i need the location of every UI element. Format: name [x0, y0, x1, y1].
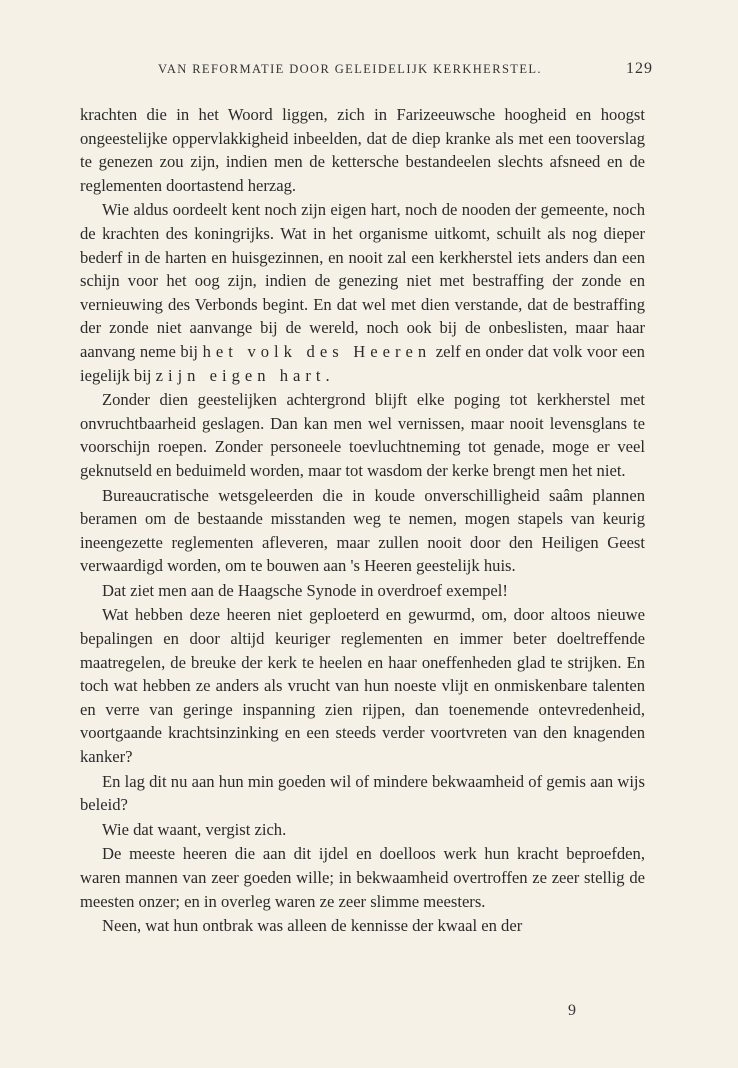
paragraph: De meeste heeren die aan dit ijdel en doelloos werk hun kracht beproefden, waren mannen van zeer goeden wille; in bekwaamheid overtroffen ze zeer stellig de meesten onzer; en in overleg waren ze zeer slimme meesters. [80, 844, 645, 911]
paragraph: Zonder dien geestelijken achtergrond blijft elke poging tot kerkherstel met onvruchtbaarheid geslagen. Dan kan men wel vernissen, maar nooit levensglans te voorschijn roepen. Zonder personeele toevluchtneming tot genade, moge er veel geknutseld en beduimeld worden, maar tot wasdom der kerke brengt men het niet. [80, 390, 645, 480]
paragraph [80, 198, 645, 387]
page-number: 129 [626, 60, 653, 77]
emphasized-text: zijn eigen hart. [155, 365, 335, 385]
paragraph: En lag dit nu aan hun min goeden wil of mindere bekwaamheid of gemis aan wijs beleid? [80, 771, 645, 815]
body-text [80, 103, 645, 938]
paragraph: Dat ziet men aan de Haagsche Synode in overdroef exempel! [102, 580, 508, 600]
signature-mark: 9 [568, 1002, 576, 1019]
paragraph: Wat hebben deze heeren niet geploeterd en gewurmd, om, door altoos nieuwe bepalingen en door altijd keuriger reglementen en immer beter doeltreffende maatregelen, de breuke der kerk te heelen en haar oneffenheden glad te strijken. En toch wat hebben ze anders als vrucht van hun noeste vlijt en onmiskenbare talenten en verre van geringe inspanning zien rijpen, dan toenemende ontevredenheid, voortgaande krachtsinzinking en een steeds verder voortvreten van den knagenden kanker? [80, 605, 645, 767]
paragraph: krachten die in het Woord liggen, zich in Farizeeuwsche hoogheid en hoogst ongeestelijke oppervlakkigheid inbeelden, dat de diep kranke als met een tooverslag te genezen zou zijn, indien men de kettersche bestandeelen slechts afsneed en de reglementen doortastend herzag. [80, 105, 645, 195]
paragraph-text: Wie aldus oordeelt kent noch zijn eigen hart, noch de nooden der gemeente, noch de krachten des koningrijks. Wat in het organisme uitkomt, schuilt als nog dieper bederf in de harten en huisgezinnen, en nooit zal een kerkherstel iets anders dan een schijn voor het oog zijn, indien de genezing niet met bestraffing der zonde en vernieuwing des Verbonds begint. En dat wel met dien verstande, dat de bestraffing der zonde niet aanvange bij de wereld, noch ook bij de onbeslisten, maar haar aanvang neme bij [80, 200, 645, 361]
paragraph: Bureaucratische wetsgeleerden die in koude onverschilligheid saâm plannen beramen om de bestaande misstanden weg te nemen, mogen stapels van keurig ineengezette reglementen afleveren, maar zullen nooit door den Heiligen Geest verwaardigd worden, om te bouwen aan 's Heeren geestelijk huis. [80, 485, 645, 576]
running-title: VAN REFORMATIE DOOR GELEIDELIJK KERKHERSTEL. [158, 62, 542, 76]
running-head [80, 62, 653, 82]
paragraph-text: zelf en onder dat volk voor een iegelijk bij [80, 341, 645, 385]
paragraph: Wie dat waant, vergist zich. [102, 819, 287, 839]
emphasized-text: het volk des Heeren [202, 341, 432, 361]
paragraph: Neen, wat hun ontbrak was alleen de kennisse der kwaal en der [102, 916, 523, 936]
